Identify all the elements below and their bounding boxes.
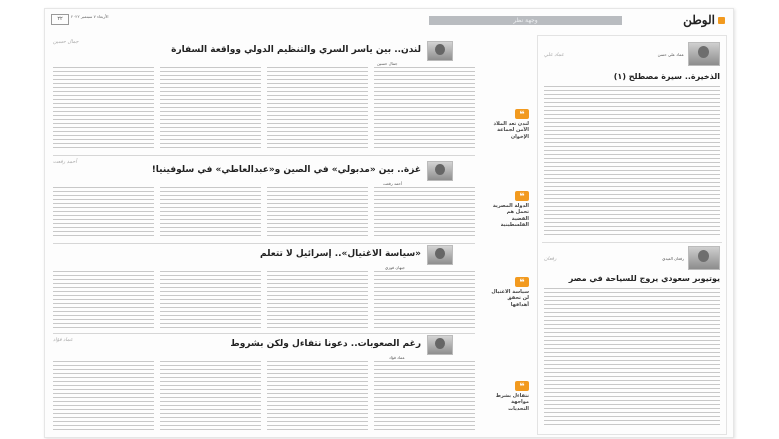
- article-body: [53, 187, 475, 239]
- author-photo: [427, 245, 453, 265]
- newspaper-logo[interactable]: [683, 12, 725, 28]
- author-signature: عماد علي: [544, 52, 565, 58]
- quote-icon: ❝: [515, 191, 529, 201]
- article-divider: [53, 243, 475, 244]
- author-photo: [427, 41, 453, 61]
- right-article-2[interactable]: [542, 246, 722, 432]
- pull-quote-text: نتفاءل بشرط مواجهة التحديات: [495, 393, 529, 412]
- pull-quote-2: [481, 191, 533, 251]
- author-name: عماد علي حسن: [657, 51, 684, 57]
- author-photo: [427, 335, 453, 355]
- author-name: عماد فؤاد: [389, 355, 405, 360]
- article-body: [53, 271, 475, 329]
- article-headline[interactable]: «سياسة الاغتيال».. إسرائيل لا تتعلم: [260, 249, 421, 259]
- article-divider: [53, 155, 475, 156]
- author-name: جمال حسين: [377, 61, 398, 66]
- quote-icon: ❝: [515, 381, 529, 391]
- logo-text: الوطن: [683, 13, 715, 27]
- author-avatar: [688, 42, 720, 66]
- author-name: رفعان العيدي: [662, 255, 684, 261]
- article-headline[interactable]: لندن.. بين ياسر السري والتنظيم الدولي وواقعة السفارة: [171, 45, 421, 55]
- author-photo: [427, 161, 453, 181]
- quote-icon: ❝: [515, 277, 529, 287]
- pull-quote-text: لندن تعد الملاذ الآمن لجماعة الإخوان: [493, 121, 529, 140]
- author-signature: أحمد رفعت: [53, 159, 77, 165]
- newspaper-page: [44, 8, 734, 438]
- author-name: أحمد رفعت: [383, 181, 402, 186]
- pull-quote-4: [481, 381, 533, 435]
- date-line: الأربعاء ٧ سبتمبر ٢٠٢٢: [71, 14, 109, 19]
- author-avatar: [688, 246, 720, 270]
- article-headline[interactable]: يوتيوبر سعودي يروج للسياحة في مصر: [568, 274, 720, 283]
- article-headline[interactable]: رغم الصعوبات.. دعونا نتفاءل ولكن بشروط: [230, 339, 421, 349]
- section-banner: وجهة نظر: [429, 16, 622, 25]
- author-signature: رفعان: [544, 256, 557, 262]
- pull-quote-3: [481, 277, 533, 337]
- right-column: [537, 35, 727, 435]
- pull-quote-text: الدولة المصرية تحمل هم القضية الفلسطينية: [492, 203, 529, 229]
- quote-icon: ❝: [515, 109, 529, 119]
- page-number: ٢٢: [51, 14, 69, 25]
- right-article-1[interactable]: [542, 42, 722, 242]
- article-headline[interactable]: غزة.. بين «مدبولي» في الصين و«عبدالعاطي» في سلوفينيا!: [151, 165, 421, 175]
- pull-quote-1: [481, 109, 533, 169]
- column-divider: [542, 242, 722, 243]
- article-body: [53, 67, 475, 151]
- author-signature: عماد فؤاد: [53, 337, 73, 343]
- pull-quote-text: سياسة الاغتيال لن تحقق أهدافها: [491, 289, 529, 308]
- author-row: [658, 42, 720, 66]
- article-divider: [53, 333, 475, 334]
- article-body: [53, 361, 475, 431]
- page-header: [45, 9, 733, 31]
- article-body: [544, 288, 720, 428]
- article-headline[interactable]: الذخيرة.. سيرة مصطلح (١): [613, 72, 720, 81]
- author-signature: جمال حسين: [53, 39, 79, 45]
- author-name: جيهان فوزي: [385, 265, 405, 270]
- article-body: [544, 86, 720, 236]
- logo-mark-icon: [718, 17, 725, 24]
- author-row: [662, 246, 720, 270]
